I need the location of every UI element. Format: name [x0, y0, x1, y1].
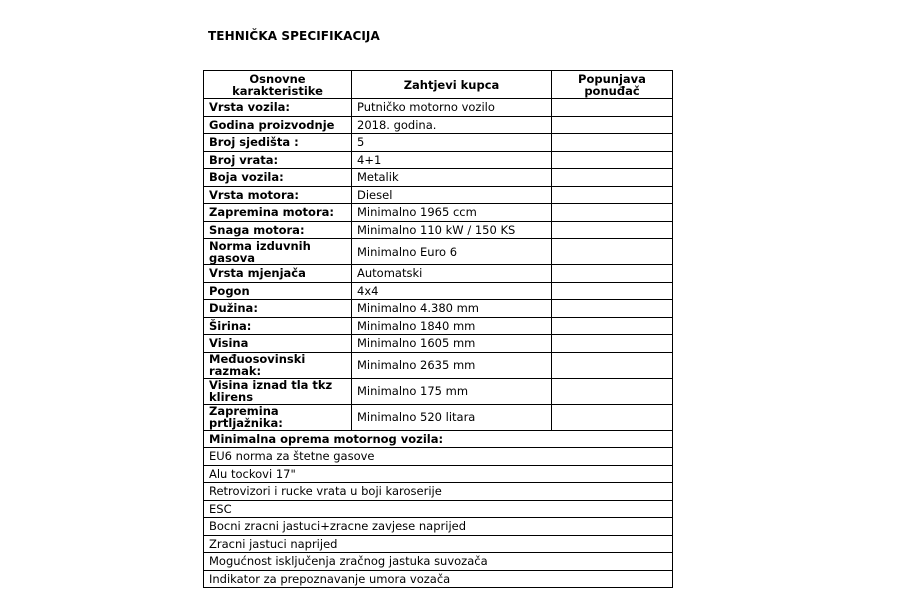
row-label: Snaga motora: [204, 221, 352, 239]
row-label: Broj sjedišta : [204, 134, 352, 152]
equipment-row [204, 570, 673, 588]
equipment-row [204, 553, 673, 571]
header-customer-requirements: Zahtjevi kupca [352, 71, 552, 99]
row-bidder-cell[interactable] [552, 151, 673, 169]
row-requirement: Minimalno 1605 mm [352, 335, 552, 353]
row-requirement: 2018. godina. [352, 116, 552, 134]
row-label: Međuosovinski razmak: [204, 352, 352, 378]
equipment-row [204, 483, 673, 501]
table-row [204, 282, 673, 300]
table-row [204, 116, 673, 134]
row-label: Norma izduvnih gasova [204, 239, 352, 265]
equipment-item: Indikator za prepoznavanje umora vozača [204, 570, 673, 588]
row-label: Zapremina motora: [204, 204, 352, 222]
table-row [204, 186, 673, 204]
table-row [204, 335, 673, 353]
equipment-item: Retrovizori i rucke vrata u boji karoserije [204, 483, 673, 501]
row-bidder-cell[interactable] [552, 404, 673, 430]
header-bidder-fills: Popunjava ponuđač [552, 71, 673, 99]
row-requirement: Minimalno 4.380 mm [352, 300, 552, 318]
row-bidder-cell[interactable] [552, 204, 673, 222]
table-row [204, 378, 673, 404]
row-bidder-cell[interactable] [552, 134, 673, 152]
row-label: Širina: [204, 317, 352, 335]
row-bidder-cell[interactable] [552, 317, 673, 335]
row-label: Visina [204, 335, 352, 353]
table-row [204, 317, 673, 335]
row-bidder-cell[interactable] [552, 300, 673, 318]
equipment-item: EU6 norma za štetne gasove [204, 448, 673, 466]
header-basic-characteristics: Osnovne karakteristike [204, 71, 352, 99]
row-bidder-cell[interactable] [552, 352, 673, 378]
table-row [204, 221, 673, 239]
row-requirement: Minimalno 175 mm [352, 378, 552, 404]
row-label: Zapremina prtljažnika: [204, 404, 352, 430]
row-bidder-cell[interactable] [552, 239, 673, 265]
equipment-row [204, 465, 673, 483]
document-title: TEHNIČKA SPECIFIKACIJA [208, 29, 380, 43]
equipment-item: Bocni zracni jastuci+zracne zavjese naprijed [204, 518, 673, 536]
row-label: Vrsta mjenjača [204, 265, 352, 283]
equipment-row [204, 535, 673, 553]
row-requirement: 4+1 [352, 151, 552, 169]
table-row [204, 151, 673, 169]
row-requirement: Diesel [352, 186, 552, 204]
equipment-row [204, 518, 673, 536]
row-requirement: Minimalno Euro 6 [352, 239, 552, 265]
row-requirement: 4x4 [352, 282, 552, 300]
specification-table [203, 70, 673, 588]
table-row [204, 169, 673, 187]
row-bidder-cell[interactable] [552, 282, 673, 300]
row-label: Pogon [204, 282, 352, 300]
row-label: Vrsta vozila: [204, 99, 352, 117]
equipment-section-row [204, 430, 673, 448]
row-label: Vrsta motora: [204, 186, 352, 204]
equipment-row [204, 500, 673, 518]
equipment-row [204, 448, 673, 466]
row-label: Boja vozila: [204, 169, 352, 187]
row-requirement: 5 [352, 134, 552, 152]
row-requirement: Automatski [352, 265, 552, 283]
equipment-item: Mogućnost isključenja zračnog jastuka suvozača [204, 553, 673, 571]
row-bidder-cell[interactable] [552, 116, 673, 134]
table-row [204, 404, 673, 430]
table-header-row [204, 71, 673, 99]
table-row [204, 352, 673, 378]
row-bidder-cell[interactable] [552, 169, 673, 187]
row-label: Godina proizvodnje [204, 116, 352, 134]
row-requirement: Minimalno 1840 mm [352, 317, 552, 335]
equipment-item: Alu tockovi 17" [204, 465, 673, 483]
table-row [204, 204, 673, 222]
row-bidder-cell[interactable] [552, 221, 673, 239]
row-bidder-cell[interactable] [552, 99, 673, 117]
table-row [204, 265, 673, 283]
row-bidder-cell[interactable] [552, 186, 673, 204]
row-label: Dužina: [204, 300, 352, 318]
equipment-item: Zracni jastuci naprijed [204, 535, 673, 553]
equipment-item: ESC [204, 500, 673, 518]
row-requirement: Minimalno 520 litara [352, 404, 552, 430]
row-label: Visina iznad tla tkz klirens [204, 378, 352, 404]
table-row [204, 300, 673, 318]
row-bidder-cell[interactable] [552, 265, 673, 283]
row-bidder-cell[interactable] [552, 335, 673, 353]
row-bidder-cell[interactable] [552, 378, 673, 404]
specification-body [204, 99, 673, 588]
table-row [204, 99, 673, 117]
equipment-section-title: Minimalna oprema motornog vozila: [204, 430, 673, 448]
row-requirement: Minimalno 1965 ccm [352, 204, 552, 222]
row-requirement: Minimalno 110 kW / 150 KS [352, 221, 552, 239]
row-requirement: Metalik [352, 169, 552, 187]
row-requirement: Putničko motorno vozilo [352, 99, 552, 117]
row-label: Broj vrata: [204, 151, 352, 169]
row-requirement: Minimalno 2635 mm [352, 352, 552, 378]
table-row [204, 134, 673, 152]
table-row [204, 239, 673, 265]
